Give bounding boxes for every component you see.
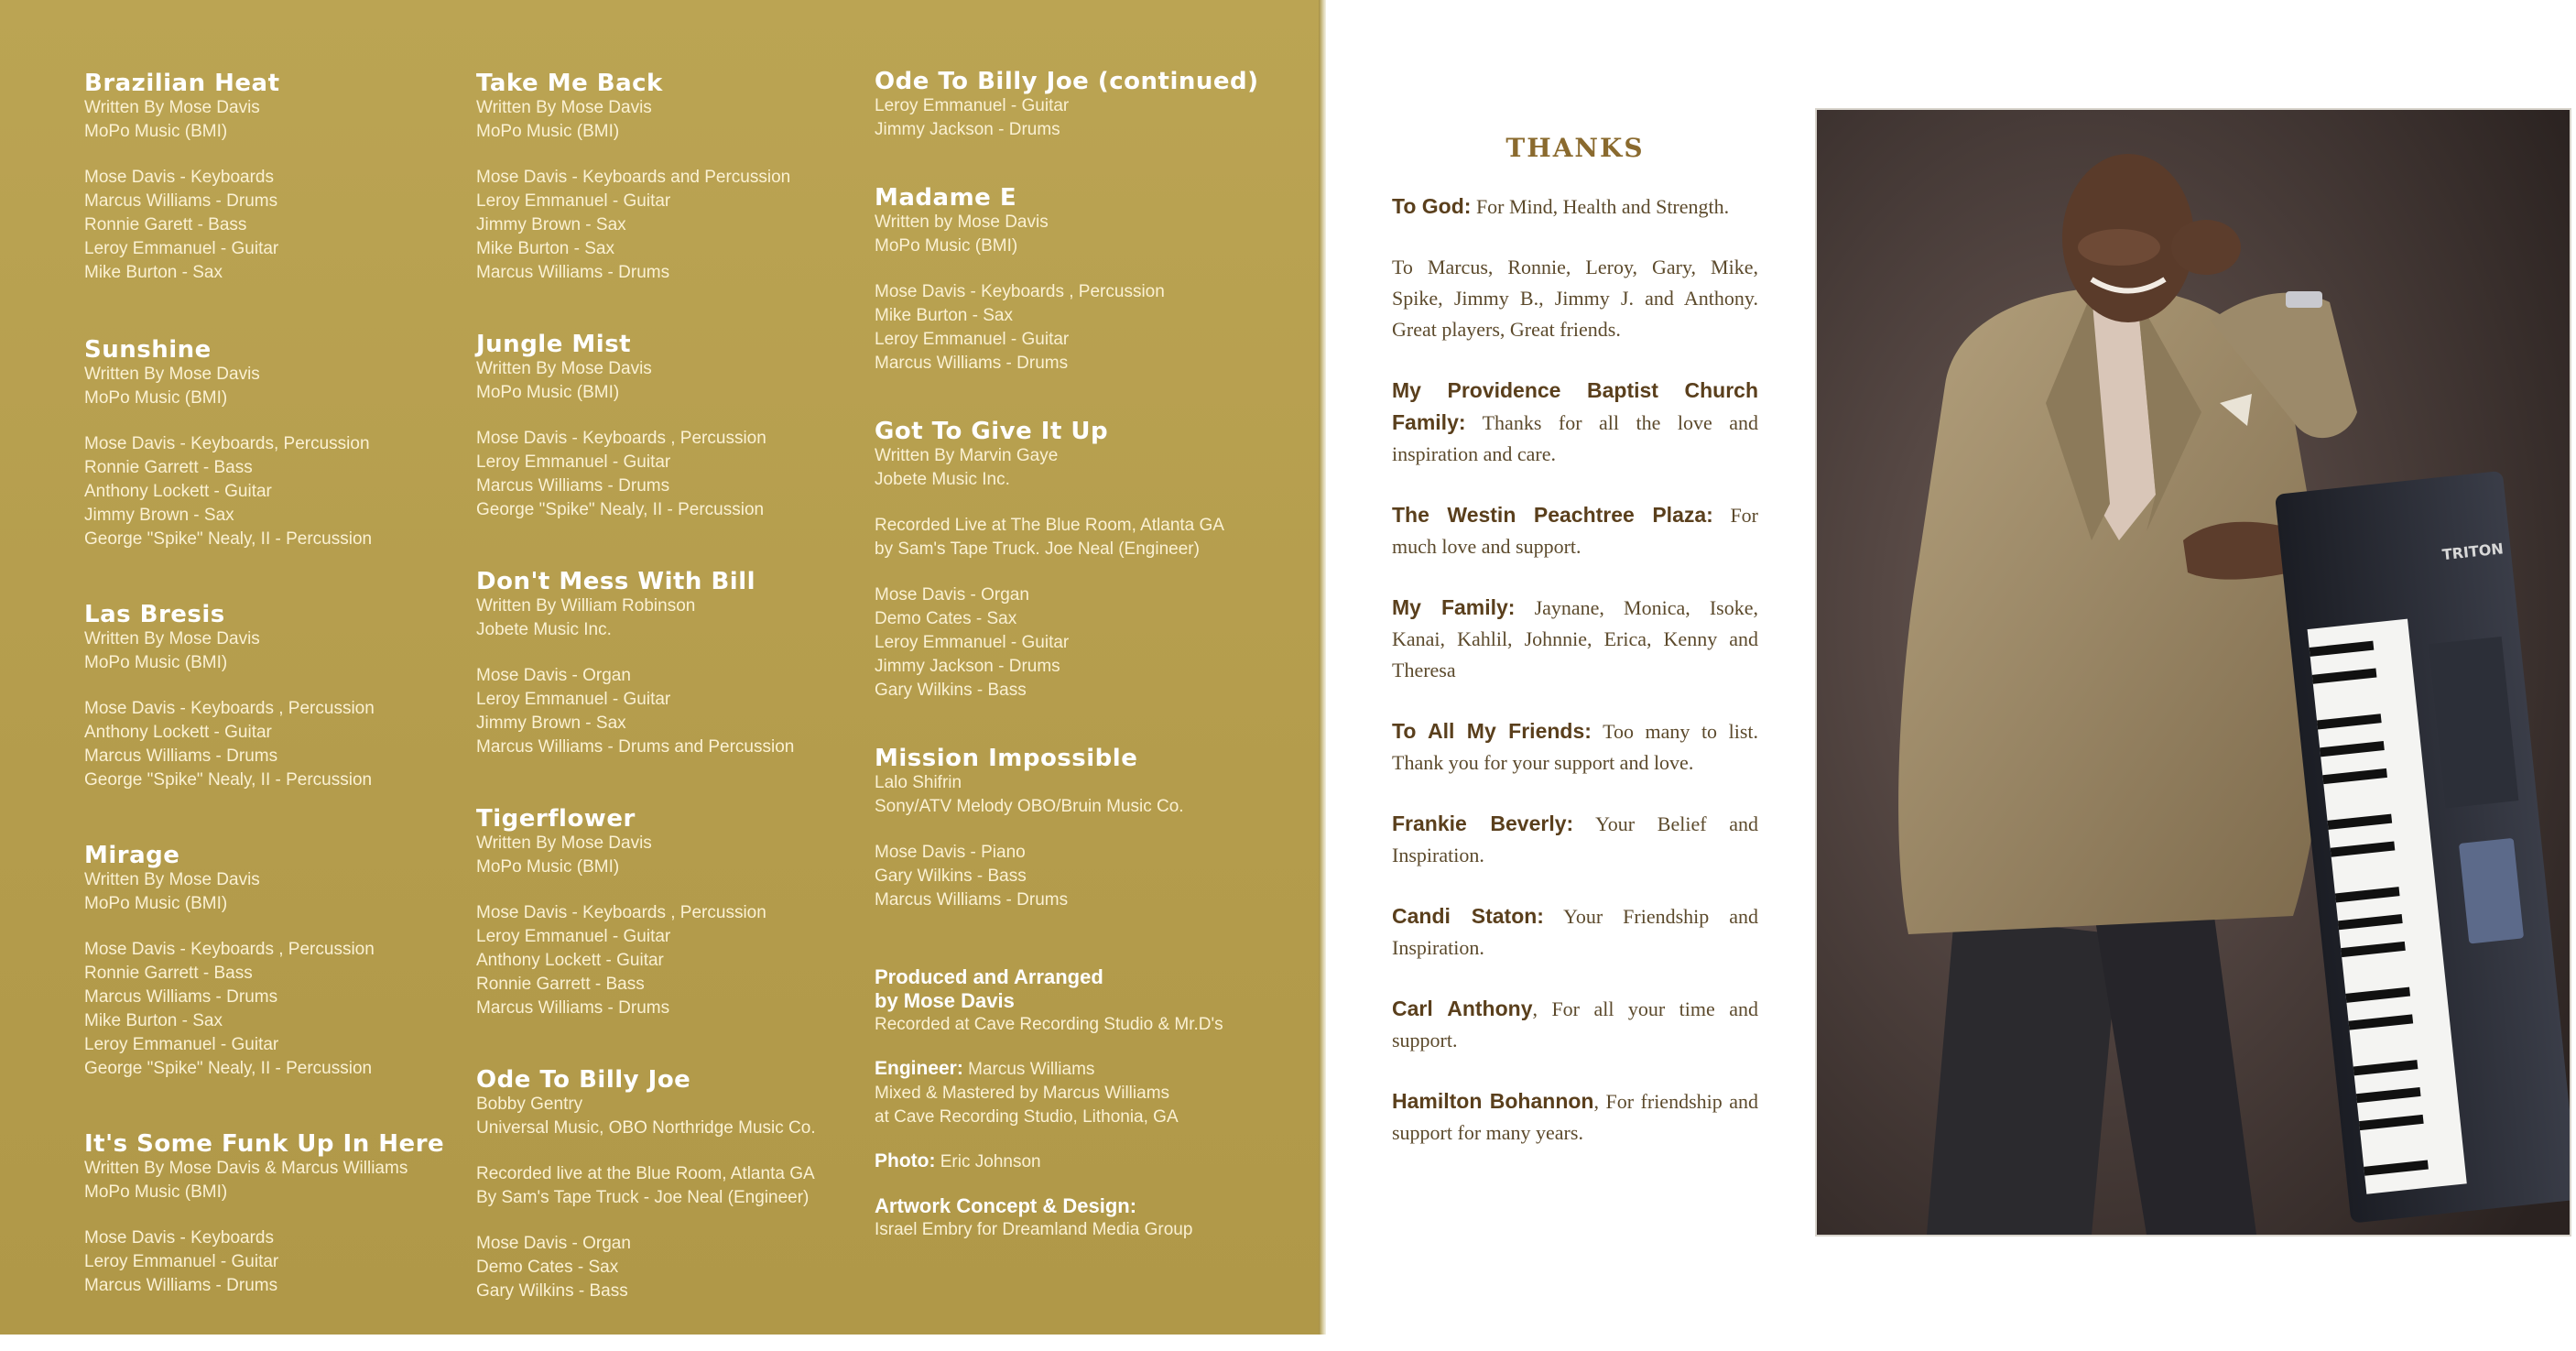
photo-credit-block: [875, 1149, 1277, 1174]
player-credit: Mose Davis - Keyboards , Percussion: [476, 429, 766, 448]
track-title: Sunshine: [84, 336, 212, 364]
writer-credit: Sony/ATV Melody OBO/Bruin Music Co.: [875, 797, 1184, 816]
player-credit: Gary Wilkins - Bass: [476, 1281, 628, 1301]
thanks-entry: [1392, 252, 1758, 345]
writer-credit: Written By Mose Davis: [84, 98, 260, 117]
thanks-recipient: To All My Friends:: [1392, 719, 1592, 743]
track-title: Mirage: [84, 842, 180, 869]
track-title: Got To Give It Up: [875, 418, 1109, 445]
produced-by-block: [875, 965, 1277, 1037]
player-credit: George "Spike" Nealy, II - Percussion: [476, 500, 765, 519]
thanks-message: Too many to list. Thank you for your support and love.: [1392, 720, 1758, 774]
player-credit: Demo Cates - Sax: [875, 609, 1017, 628]
thanks-entry: [1392, 191, 1758, 223]
thanks-title: THANKS: [1505, 133, 1645, 163]
track-credit: [84, 844, 451, 1081]
thanks-recipient: To God:: [1392, 194, 1472, 218]
writer-credit: Recorded live at the Blue Room, Atlanta GA: [476, 1164, 815, 1183]
column-3-tracks: [875, 70, 1277, 912]
track-credit: [875, 186, 1277, 376]
thanks-message: , For all your time and support.: [1392, 997, 1758, 1051]
track-title: Ode To Billy Joe (continued): [875, 68, 1259, 95]
writer-credit: Lalo Shifrin: [875, 773, 962, 792]
player-credit: Leroy Emmanuel - Guitar: [476, 690, 671, 709]
writer-credit: Written By Mose Davis: [84, 870, 260, 889]
player-credit: Mose Davis - Keyboards , Percussion: [875, 282, 1165, 301]
writer-credit: Universal Music, OBO Northridge Music Co.: [476, 1118, 816, 1138]
thanks-entry: [1392, 900, 1758, 964]
player-credit: Marcus Williams - Drums: [875, 354, 1069, 373]
track-credit: [84, 1132, 451, 1298]
credits-column-1: [84, 71, 451, 1344]
player-credit: Mike Burton - Sax: [875, 306, 1013, 325]
credits-column-3: [875, 70, 1277, 1262]
watch: [2286, 291, 2322, 308]
track-credit: [476, 1068, 861, 1303]
writer-credit: Jobete Music Inc.: [875, 470, 1010, 489]
keyboard-screen: [2459, 838, 2524, 944]
writer-credit: MoPo Music (BMI): [84, 122, 228, 141]
player-credit: Mose Davis - Keyboards: [84, 1228, 274, 1247]
player-credit: Mose Davis - Organ: [476, 1234, 631, 1253]
thanks-message: For much love and support.: [1392, 504, 1759, 558]
player-credit: Jimmy Brown - Sax: [476, 215, 626, 234]
artwork-heading: Artwork Concept & Design:: [875, 1194, 1137, 1217]
track-credit: [875, 746, 1277, 912]
writer-credit: MoPo Music (BMI): [84, 1182, 228, 1202]
player-credit: Leroy Emmanuel - Guitar: [875, 330, 1070, 349]
player-credit: Ronnie Garrett - Bass: [476, 975, 645, 994]
track-credit: [84, 338, 451, 551]
player-credit: Leroy Emmanuel - Guitar: [84, 1252, 279, 1271]
thanks-panel: [1392, 133, 1758, 1178]
artwork-line: Israel Embry for Dreamland Media Group: [875, 1220, 1193, 1239]
engineer-line-2: at Cave Recording Studio, Lithonia, GA: [875, 1107, 1179, 1127]
track-credit: [476, 807, 861, 1020]
player-credit: George "Spike" Nealy, II - Percussion: [84, 1059, 373, 1078]
produced-line: Recorded at Cave Recording Studio & Mr.D's: [875, 1015, 1223, 1034]
player-credit: Marcus Williams - Drums and Percussion: [476, 737, 795, 757]
track-title: Tigerflower: [476, 805, 636, 833]
player-credit: Mose Davis - Organ: [476, 666, 631, 685]
face-highlight: [2078, 229, 2160, 266]
track-title: Ode To Billy Joe: [476, 1066, 691, 1094]
thanks-entry: [1392, 499, 1758, 562]
track-title: It's Some Funk Up In Here: [84, 1130, 445, 1158]
artist-photo: [1815, 108, 2571, 1237]
artwork-block: [875, 1194, 1277, 1242]
engineer-line-1: Mixed & Mastered by Marcus Williams: [875, 1084, 1170, 1103]
artist-portrait-illustration: [1817, 110, 2570, 1235]
credits-column-2: [476, 71, 861, 1351]
produced-heading-2: by Mose Davis: [875, 989, 1015, 1012]
engineer-label: Engineer:: [875, 1058, 963, 1079]
player-credit: Anthony Lockett - Guitar: [84, 482, 272, 501]
track-credit: [84, 603, 451, 792]
player-credit: Marcus Williams - Drums: [476, 998, 670, 1018]
player-credit: Mose Davis - Keyboards , Percussion: [84, 940, 375, 959]
player-credit: Leroy Emmanuel - Guitar: [84, 239, 279, 258]
player-credit: Mose Davis - Keyboards, Percussion: [84, 434, 370, 453]
player-credit: Ronnie Garrett - Bass: [84, 458, 253, 477]
thanks-list: [1392, 191, 1758, 1149]
player-credit: Marcus Williams - Drums: [84, 987, 278, 1007]
player-credit: Jimmy Brown - Sax: [84, 506, 234, 525]
writer-credit: Written By William Robinson: [476, 596, 696, 616]
thanks-recipient: Candi Staton:: [1392, 904, 1544, 928]
thanks-recipient: The Westin Peachtree Plaza:: [1392, 503, 1713, 527]
writer-credit: MoPo Music (BMI): [84, 653, 228, 672]
booklet-fold: [1319, 0, 1326, 1335]
writer-credit: MoPo Music (BMI): [84, 894, 228, 913]
thanks-recipient: My Providence Baptist Church Family:: [1392, 378, 1758, 434]
thanks-message: To Marcus, Ronnie, Leroy, Gary, Mike, Spike, Jimmy B., Jimmy J. and Anthony. Great players, Great friends.: [1392, 256, 1758, 341]
track-title: Mission Impossible: [875, 745, 1138, 772]
writer-credit: MoPo Music (BMI): [84, 388, 228, 408]
writer-credit: Jobete Music Inc.: [476, 620, 612, 639]
player-credit: George "Spike" Nealy, II - Percussion: [84, 770, 373, 790]
player-credit: Mose Davis - Keyboards , Percussion: [476, 903, 766, 922]
thanks-message: Your Friendship and Inspiration.: [1392, 905, 1758, 959]
writer-credit: MoPo Music (BMI): [476, 857, 620, 877]
player-credit: Mose Davis - Organ: [875, 585, 1029, 605]
writer-credit: by Sam's Tape Truck. Joe Neal (Engineer): [875, 539, 1200, 559]
track-credit: [84, 71, 451, 285]
writer-credit: Written By Marvin Gaye: [875, 446, 1059, 465]
player-credit: Mose Davis - Piano: [875, 843, 1026, 862]
thanks-message: , For friendship and support for many years.: [1392, 1090, 1759, 1144]
track-title: Las Bresis: [84, 601, 225, 628]
writer-credit: Written By Mose Davis: [476, 833, 652, 853]
photo-name: Eric Johnson: [935, 1152, 1041, 1171]
hand-at-chin: [2171, 220, 2241, 275]
player-credit: Mose Davis - Keyboards: [84, 168, 274, 187]
writer-credit: Written by Mose Davis: [875, 212, 1049, 232]
writer-credit: MoPo Music (BMI): [476, 122, 620, 141]
thanks-message: Thanks for all the love and inspiration and care.: [1392, 411, 1758, 465]
player-credit: Marcus Williams - Drums: [84, 191, 278, 211]
writer-credit: MoPo Music (BMI): [875, 236, 1018, 256]
thanks-message: Your Belief and Inspiration.: [1392, 812, 1758, 866]
player-credit: Ronnie Garrett - Bass: [84, 964, 253, 983]
player-credit: Mose Davis - Keyboards , Percussion: [84, 699, 375, 718]
player-credit: Gary Wilkins - Bass: [875, 866, 1027, 886]
player-credit: Leroy Emmanuel - Guitar: [476, 191, 671, 211]
player-credit: Leroy Emmanuel - Guitar: [875, 633, 1070, 652]
thanks-message: For Mind, Health and Strength.: [1471, 195, 1730, 218]
photo-row: [875, 1149, 1277, 1174]
player-credit: Marcus Williams - Drums: [84, 1276, 278, 1295]
thanks-entry: [1392, 715, 1758, 779]
player-credit: Marcus Williams - Drums: [476, 476, 670, 496]
engineer-block: [875, 1057, 1277, 1129]
keyboard-brand-label: TRITON: [2440, 539, 2505, 564]
track-title: Take Me Back: [476, 70, 663, 97]
thanks-entry: [1392, 1085, 1758, 1149]
track-title: Don't Mess With Bill: [476, 568, 756, 595]
produced-heading: Produced and Arranged: [875, 965, 1103, 988]
trousers-left: [1927, 916, 2119, 1235]
thanks-message: Jaynane, Monica, Isoke, Kanai, Kahlil, Johnnie, Erica, Kenny and Theresa: [1392, 596, 1758, 681]
thanks-entry: [1392, 592, 1758, 686]
writer-credit: Written By Mose Davis: [84, 629, 260, 648]
player-credit: Demo Cates - Sax: [476, 1258, 619, 1277]
photo-label: Photo:: [875, 1150, 936, 1171]
player-credit: Gary Wilkins - Bass: [875, 681, 1027, 700]
player-credit: Mike Burton - Sax: [84, 263, 223, 282]
writer-credit: Written By Mose Davis: [84, 365, 260, 384]
player-credit: George "Spike" Nealy, II - Percussion: [84, 529, 373, 549]
writer-credit: Written By Mose Davis & Marcus Williams: [84, 1159, 408, 1178]
thanks-entry: [1392, 808, 1758, 871]
production-credits: [875, 965, 1277, 1242]
player-credit: Jimmy Jackson - Drums: [875, 657, 1060, 676]
thanks-recipient: Frankie Beverly:: [1392, 812, 1574, 835]
engineer-name: Marcus Williams: [962, 1060, 1095, 1079]
writer-credit: Written By Mose Davis: [476, 359, 652, 378]
player-credit: Mose Davis - Keyboards and Percussion: [476, 168, 791, 187]
writer-credit: Bobby Gentry: [476, 1095, 583, 1114]
engineer-row: [875, 1057, 1277, 1082]
thanks-entry: [1392, 993, 1758, 1056]
thanks-recipient: My Family:: [1392, 595, 1516, 619]
player-credit: Ronnie Garett - Bass: [84, 215, 247, 234]
thanks-entry: [1392, 375, 1758, 470]
player-credit: Leroy Emmanuel - Guitar: [476, 927, 671, 946]
track-credit: [476, 570, 861, 759]
writer-credit: Leroy Emmanuel - Guitar: [875, 96, 1070, 115]
track-credit: [875, 70, 1277, 142]
writer-credit: By Sam's Tape Truck - Joe Neal (Engineer): [476, 1188, 810, 1207]
thanks-recipient: Hamilton Bohannon: [1392, 1089, 1594, 1113]
thanks-recipient: Carl Anthony: [1392, 997, 1533, 1020]
writer-credit: Recorded Live at The Blue Room, Atlanta GA: [875, 516, 1224, 535]
writer-credit: MoPo Music (BMI): [476, 383, 620, 402]
player-credit: Leroy Emmanuel - Guitar: [84, 1035, 279, 1054]
track-title: Jungle Mist: [476, 331, 632, 358]
player-credit: Anthony Lockett - Guitar: [84, 723, 272, 742]
player-credit: Marcus Williams - Drums: [875, 890, 1069, 910]
player-credit: Jimmy Brown - Sax: [476, 714, 626, 733]
writer-credit: Jimmy Jackson - Drums: [875, 120, 1060, 139]
player-credit: Leroy Emmanuel - Guitar: [476, 452, 671, 472]
player-credit: Mike Burton - Sax: [476, 239, 614, 258]
track-credit: [476, 332, 861, 522]
track-credit: [476, 71, 861, 285]
track-title: Brazilian Heat: [84, 70, 280, 97]
track-credit: [875, 419, 1277, 703]
player-credit: Mike Burton - Sax: [84, 1011, 223, 1030]
writer-credit: Written By Mose Davis: [476, 98, 652, 117]
player-credit: Anthony Lockett - Guitar: [476, 951, 664, 970]
player-credit: Marcus Williams - Drums: [84, 746, 278, 766]
player-credit: Marcus Williams - Drums: [476, 263, 670, 282]
track-title: Madame E: [875, 184, 1017, 212]
